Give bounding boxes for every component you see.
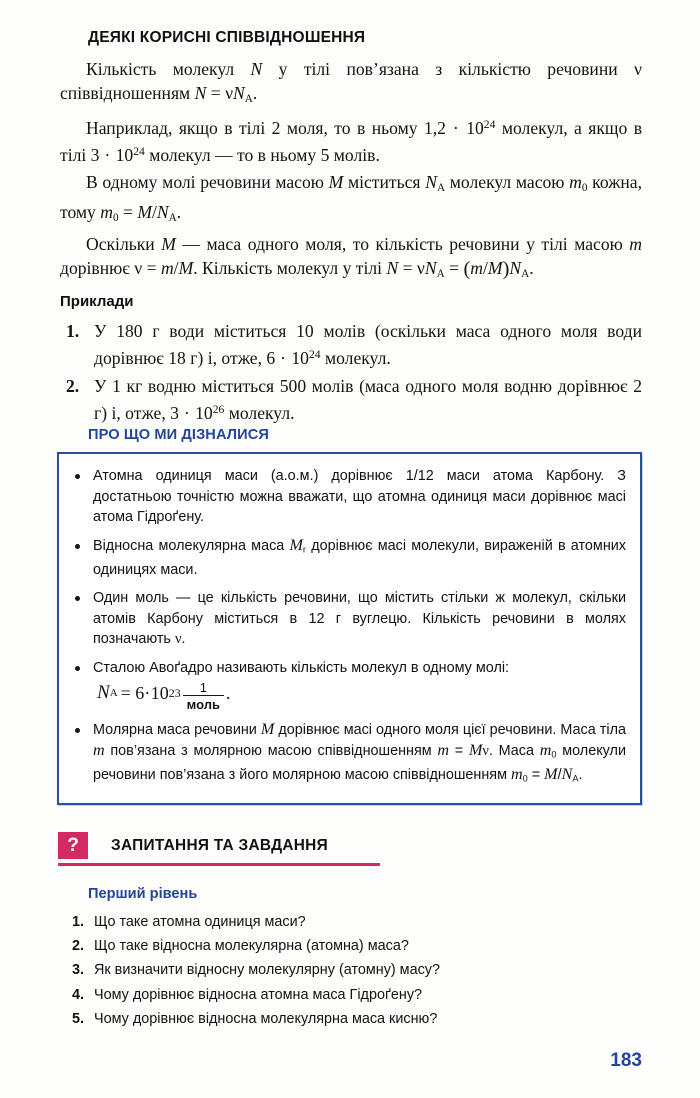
question-number: 4. [72,986,85,1003]
question-item [72,910,642,934]
summary-bullet-text: Сталою Авоґадро називають кількість молекул в одному молі: [93,660,510,677]
summary-bullet: Молярна маса речовини M дорівнює масі одного моля цієї речовини. Маса тіла m пов’язана з молярною масою співвідношенням m = Mν. Маса $m_0$ молекули речовини пов’язана з його молярною масою співвідношенням $m_0 = M/N_А$. [71,720,626,788]
example-text: У 1 кг водню міститься 500 молів (маса одного моля водню дорівнює 2 г) і, отже, $3 \cdot 10^{26}$ молекул. [94,375,642,424]
formula-tail: . [225,682,231,703]
formula-exponent: 23 [168,685,181,700]
fraction-denominator: моль [186,697,220,713]
example-number: 1. [66,321,80,341]
paragraph-3: В одному молі речовини масою M міститься $N_А$ молекул масою $m_0$ кожна, тому $m_0 = M/N_А$. [60,171,642,224]
summary-bullet [71,658,626,714]
summary-bullet: Один моль — це кількість речовини, що містить стільки ж молекул, скільки атомів Карбону міститься в 12 г вуглецю. Кількість речовини в молях позначають ν. [71,588,626,650]
summary-bullet: Атомна одиниця маси (а.о.м.) дорівнює 1/12 маси атома Карбону. З достатньою точністю можна вважати, що атомна одиниця маси дорівнює масі атома Гідроґену. [71,466,626,528]
question-item [72,958,642,982]
formula-dot: · [144,682,151,703]
paragraph-1: Кількість молекул N у тілі пов’язана з кількістю речовини ν співвідношенням $N = \nu N_А$. [60,59,642,106]
questions-header [58,832,642,866]
questions-list [72,910,642,1031]
question-number: 2. [72,938,85,955]
avogadro-formula [93,679,626,715]
section-heading-text: ДЕЯКІ КОРИСНІ СПІВВІДНОШЕННЯ [88,29,366,46]
formula-equals: = 6 [120,682,145,703]
question-text: Як визначити відносну молекулярну (атомну) масу? [94,962,440,979]
question-number: 5. [72,1010,85,1027]
formula-fraction [183,681,224,713]
level-title: Перший рівень [88,886,198,902]
question-text: Чому дорівнює відносна молекулярна маса кисню? [94,1010,438,1027]
paragraph-4: Оскільки M — маса одного моля, то кількість речовини у тілі масою m дорівнює ν = m/M. Кількість молекул у тілі $N = \nu N_А = (m/M)N_А$. [60,233,643,281]
question-mark-badge-icon: ? [58,832,88,859]
level-block [88,886,642,902]
paragraph-2: Наприклад, якщо в тілі 2 моля, то в ньому $1,2 \cdot 10^{24}$ молекул, а якщо в тілі $3 \cdot 10^{24}$ молекул — то в ньому 5 молів. [60,118,643,166]
section-heading [88,29,648,47]
question-number: 3. [72,962,85,979]
question-text: Що таке відносна молекулярна (атомна) маса? [94,938,409,955]
example-number: 2. [66,375,80,396]
questions-underline [58,863,380,866]
example-item [60,374,642,426]
question-item [72,1007,642,1031]
formula-lhs: N [97,681,110,703]
summary-title-text: ПРО ЩО МИ ДІЗНАЛИСЯ [88,427,269,443]
example-item [60,319,642,371]
question-item [72,934,642,958]
fraction-numerator: 1 [199,679,207,695]
page-number: 183 [610,1050,642,1071]
examples-title: Приклади [60,293,134,310]
summary-list [71,466,626,789]
question-text: Що таке атомна одиниця маси? [94,914,306,930]
summary-title [88,427,269,443]
question-item [72,983,642,1007]
question-text: Чому дорівнює відносна атомна маса Гідроґену? [94,986,423,1003]
examples-block [60,293,642,426]
formula-lhs-sub: А [109,686,118,699]
questions-title: ЗАПИТАННЯ ТА ЗАВДАННЯ [111,836,328,854]
formula-base: 10 [150,682,169,703]
summary-bullet: Відносна молекулярна маса $M_r$ дорівнює масі молекули, вираженій в атомних одиницях маси. [71,536,626,580]
example-text: У 180 г води міститься 10 молів (оскільки маса одного моля води дорівнює 18 г) і, отже, $6 \cdot 10^{24}$ молекул. [94,321,642,369]
body-paragraphs [60,57,642,286]
examples-list [60,319,642,426]
question-number: 1. [72,914,85,930]
summary-box [57,452,642,805]
